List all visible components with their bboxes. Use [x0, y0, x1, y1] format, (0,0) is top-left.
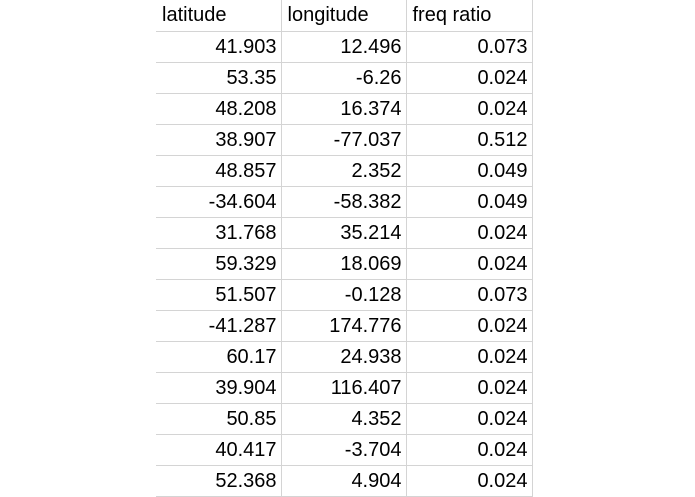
table-row	[156, 93, 532, 124]
freq-ratio-cell[interactable]: 0.024	[406, 62, 532, 93]
latitude-cell[interactable]: 48.208	[156, 93, 281, 124]
latitude-cell[interactable]: 60.17	[156, 341, 281, 372]
freq-ratio-cell[interactable]: 0.024	[406, 341, 532, 372]
table-row	[156, 155, 532, 186]
latitude-cell[interactable]: 52.368	[156, 465, 281, 496]
longitude-cell[interactable]: 35.214	[281, 217, 406, 248]
table-row	[156, 310, 532, 341]
freq-ratio-cell[interactable]: 0.049	[406, 186, 532, 217]
latitude-cell[interactable]: -34.604	[156, 186, 281, 217]
latitude-cell[interactable]: -41.287	[156, 310, 281, 341]
longitude-cell[interactable]: 18.069	[281, 248, 406, 279]
longitude-cell[interactable]: 2.352	[281, 155, 406, 186]
freq-ratio-cell[interactable]: 0.024	[406, 248, 532, 279]
longitude-cell[interactable]: 4.352	[281, 403, 406, 434]
latitude-cell[interactable]: 31.768	[156, 217, 281, 248]
table-row	[156, 186, 532, 217]
freq-ratio-cell[interactable]: 0.024	[406, 93, 532, 124]
table-row	[156, 372, 532, 403]
freq-ratio-cell[interactable]: 0.024	[406, 434, 532, 465]
freq-ratio-cell[interactable]: 0.512	[406, 124, 532, 155]
table-row	[156, 248, 532, 279]
latitude-cell[interactable]: 39.904	[156, 372, 281, 403]
table-row	[156, 341, 532, 372]
freq-ratio-cell[interactable]: 0.073	[406, 31, 532, 62]
table-row	[156, 434, 532, 465]
latitude-cell[interactable]: 50.85	[156, 403, 281, 434]
longitude-cell[interactable]: 12.496	[281, 31, 406, 62]
longitude-cell[interactable]: 174.776	[281, 310, 406, 341]
table-body	[156, 31, 532, 496]
table-row	[156, 403, 532, 434]
latitude-cell[interactable]: 38.907	[156, 124, 281, 155]
latitude-cell[interactable]: 48.857	[156, 155, 281, 186]
freq-ratio-cell[interactable]: 0.024	[406, 310, 532, 341]
table-row	[156, 217, 532, 248]
longitude-cell[interactable]: -6.26	[281, 62, 406, 93]
latitude-cell[interactable]: 59.329	[156, 248, 281, 279]
longitude-cell[interactable]: -77.037	[281, 124, 406, 155]
data-table	[156, 0, 533, 497]
header-longitude[interactable]: longitude	[281, 0, 406, 31]
freq-ratio-cell[interactable]: 0.073	[406, 279, 532, 310]
table-row	[156, 465, 532, 496]
latitude-cell[interactable]: 40.417	[156, 434, 281, 465]
freq-ratio-cell[interactable]: 0.049	[406, 155, 532, 186]
longitude-cell[interactable]: -58.382	[281, 186, 406, 217]
longitude-cell[interactable]: -0.128	[281, 279, 406, 310]
header-freq-ratio[interactable]: freq ratio	[406, 0, 532, 31]
longitude-cell[interactable]: 16.374	[281, 93, 406, 124]
header-row	[156, 0, 532, 31]
table-row	[156, 279, 532, 310]
longitude-cell[interactable]: 4.904	[281, 465, 406, 496]
table-row	[156, 31, 532, 62]
latitude-cell[interactable]: 41.903	[156, 31, 281, 62]
longitude-cell[interactable]: -3.704	[281, 434, 406, 465]
freq-ratio-cell[interactable]: 0.024	[406, 217, 532, 248]
longitude-cell[interactable]: 116.407	[281, 372, 406, 403]
table-row	[156, 124, 532, 155]
spreadsheet	[156, 0, 532, 494]
latitude-cell[interactable]: 53.35	[156, 62, 281, 93]
table-row	[156, 62, 532, 93]
freq-ratio-cell[interactable]: 0.024	[406, 403, 532, 434]
header-latitude[interactable]: latitude	[156, 0, 281, 31]
latitude-cell[interactable]: 51.507	[156, 279, 281, 310]
freq-ratio-cell[interactable]: 0.024	[406, 465, 532, 496]
freq-ratio-cell[interactable]: 0.024	[406, 372, 532, 403]
longitude-cell[interactable]: 24.938	[281, 341, 406, 372]
